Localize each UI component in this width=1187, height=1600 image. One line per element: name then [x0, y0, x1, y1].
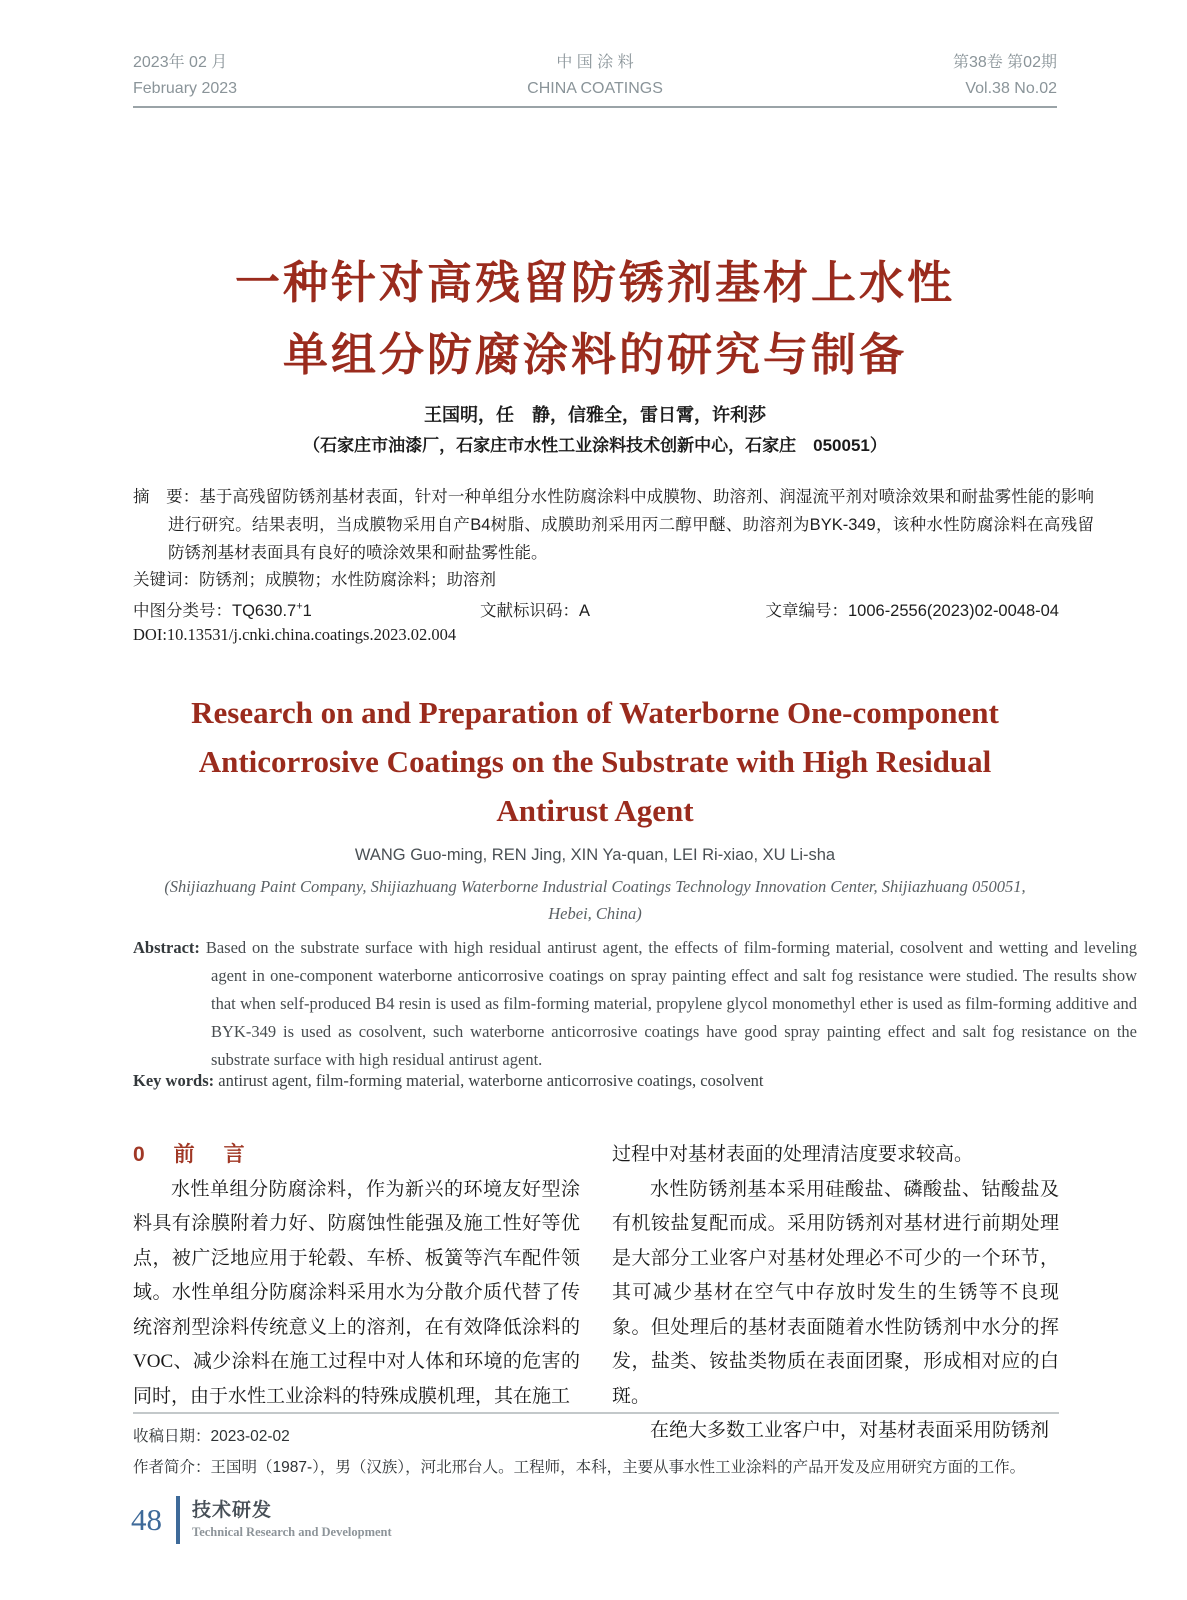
article-title-cn-line1: 一种针对高残留防锈剂基材上水性: [234, 257, 955, 308]
header-journal-en: CHINA COATINGS: [527, 80, 663, 97]
affiliation-cn: （石家庄市油漆厂，石家庄市水性工业涂料技术创新中心，石家庄 050051）: [303, 436, 887, 455]
footnote-divider: [133, 1412, 1059, 1414]
footer-column-cn: 技术研发: [192, 1500, 273, 1521]
abstract-en: [133, 934, 1137, 1074]
meta-row: [133, 597, 1059, 621]
article-title-cn: [133, 247, 1057, 391]
article-title-en-line3: Antirust Agent: [496, 793, 694, 828]
header-issue: [953, 50, 1057, 102]
author-bio: 作者简介：王国明（1987-），男（汉族），河北邢台人。工程师，本科，主要从事水性工业涂料的产品开发及应用研究方面的工作。: [133, 1459, 1026, 1476]
received-date: 收稿日期：2023-02-02: [133, 1428, 290, 1445]
header-journal-cn: 中 国 涂 料: [556, 54, 634, 71]
clc-superscript: +: [296, 600, 303, 613]
body-column-right: [612, 1138, 1059, 1449]
footnote: [133, 1421, 1059, 1483]
doi: DOI:10.13531/j.cnki.china.coatings.2023.02.004: [133, 625, 457, 644]
footer-column-title: [192, 1499, 392, 1541]
keywords-cn: [133, 566, 1059, 590]
article-title-cn-line2: 单组分防腐涂料的研究与制备: [282, 329, 907, 380]
footer-column-en: Technical Research and Development: [192, 1525, 392, 1539]
header-date: [133, 50, 237, 102]
abstract-en-text: Based on the substrate surface with high residual antirust agent, the effects of film-forming material, cosolvent and wetting and leveling agent in one-component waterborne anticorrosive coatings on spray painting effect and salt fog resistance were studied. The results show that when self-produced B4 resin is used as film-forming material, propylene glycol monomethyl ether is used as film-forming additive and BYK-349 is used as cosolvent, such waterborne anticorrosive coatings have good spray painting effect and salt fog resistance on the substrate surface with high residual antirust agent.: [199, 938, 1137, 1069]
clc-label: 中图分类号：: [133, 602, 232, 620]
header-date-cn: 2023年 02 月: [133, 54, 228, 71]
clc-base: TQ630.7: [232, 602, 297, 620]
affiliation-en-line2: Hebei, China): [548, 904, 642, 923]
abstract-cn-label: 摘 要：: [133, 488, 200, 506]
abstract-cn: [133, 483, 1094, 567]
clc-number: [133, 597, 312, 621]
keywords-cn-text: 防锈剂；成膜物；水性防腐涂料；助溶剂: [199, 571, 496, 589]
body-paragraph: 水性单组分防腐涂料，作为新兴的环境友好型涂料具有涂膜附着力好、防腐蚀性能强及施工性好等优点，被广泛地应用于轮毂、车桥、板簧等汽车配件领域。水性单组分防腐涂料采用水为分散介质代替了传统溶剂型涂料传统意义上的溶剂，在有效降低涂料的VOC、减少涂料在施工过程中对人体和环境的危害的同时，由于水性工业涂料的特殊成膜机理，其在施工: [133, 1178, 580, 1407]
abstract-cn-text: 基于高残留防锈剂基材表面，针对一种单组分水性防腐涂料中成膜物、助溶剂、润湿流平剂对喷涂效果和耐盐雾性能的影响进行研究。结果表明，当成膜物采用自产B4树脂、成膜助剂采用丙二醇甲醚、助溶剂为BYK-349，该种水性防腐涂料在高残留防锈剂基材表面具有良好的喷涂效果和耐盐雾性能。: [168, 488, 1095, 562]
authors-cn: 王国明，任 静，信雅全，雷日霄，许利莎: [424, 405, 766, 425]
keywords-cn-label: 关键词：: [133, 571, 199, 589]
article-title-en-line1: Research on and Preparation of Waterborne One-component: [191, 695, 999, 730]
affiliation-en: [133, 873, 1057, 927]
body-paragraph: 过程中对基材表面的处理清洁度要求较高。: [612, 1144, 974, 1165]
keywords-en: [133, 1071, 1059, 1091]
keywords-en-label: Key words:: [133, 1071, 215, 1090]
article-body: [133, 1138, 1059, 1449]
page-number: 48: [131, 1502, 162, 1537]
article-title-en-line2: Anticorrosive Coatings on the Substrate with High Residual: [198, 744, 992, 779]
article-number: 文章编号：1006-2556(2023)02-0048-04: [765, 602, 1059, 620]
authors-en: WANG Guo-ming, REN Jing, XIN Ya-quan, LEI Ri-xiao, XU Li-sha: [354, 846, 836, 864]
page-footer: [131, 1496, 392, 1544]
body-paragraph: 水性防锈剂基本采用硅酸盐、磷酸盐、钴酸盐及有机铵盐复配而成。采用防锈剂对基材进行前期处理是大部分工业客户对基材处理必不可少的一个环节，其可减少基材在空气中存放时发生的生锈等不良现象。但处理后的基材表面随着水性防锈剂中水分的挥发，盐类、铵盐类物质在表面团聚，形成相对应的白斑。: [612, 1178, 1059, 1407]
body-column-left: [133, 1138, 580, 1449]
header-date-en: February 2023: [133, 80, 238, 97]
header-divider: [133, 106, 1057, 108]
article-title-en: [133, 688, 1057, 835]
document-code: 文献标识码：A: [480, 602, 591, 620]
section-0-heading: 0 前 言: [133, 1143, 249, 1166]
body-paragraph: 在绝大多数工业客户中，对基材表面采用防锈剂: [650, 1420, 1050, 1441]
affiliation-en-line1: (Shijiazhuang Paint Company, Shijiazhuang Waterborne Industrial Coatings Technology Innovation Center, Shijiazhuang 050051,: [164, 877, 1026, 896]
keywords-en-text: antirust agent, film-forming material, waterborne anticorrosive coatings, cosolvent: [214, 1071, 764, 1090]
header-issue-en: Vol.38 No.02: [965, 80, 1057, 97]
page-header: [133, 50, 1057, 102]
clc-end: 1: [302, 602, 312, 620]
abstract-en-label: Abstract:: [133, 938, 200, 957]
header-issue-cn: 第38卷 第02期: [952, 54, 1057, 71]
footer-bar: [176, 1496, 180, 1544]
header-journal-name: [527, 50, 663, 102]
